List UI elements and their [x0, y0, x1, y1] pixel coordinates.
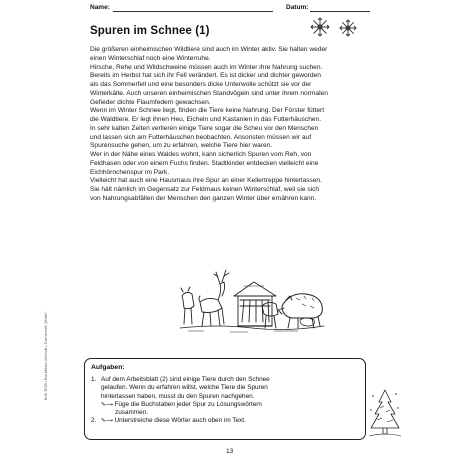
task-item [91, 417, 359, 425]
task-item [91, 401, 359, 417]
tree-illustration [368, 388, 402, 440]
date-field-line[interactable] [310, 11, 370, 12]
task-line: zusammen. [115, 409, 149, 417]
text-line: Wenn im Winter Schnee liegt, finden die Tiere keine Nahrung. Der Förster füttert [90, 107, 325, 115]
task-number [91, 401, 101, 417]
date-label: Datum: [286, 4, 309, 11]
text-line: In sehr kalten Zeiten verlieren einige Tiere sogar die Scheu vor den Menschen [90, 124, 319, 132]
text-line: Feldhasen oder von einem Fuchs finden. Stadtkinder entdecken vielleicht eine [90, 159, 319, 167]
body-text [90, 46, 390, 204]
text-line: Die größeren einheimischen Wildtiere sind auch im Winter aktiv. Sie halten weder [90, 46, 328, 53]
pencil-icon: ✎⟶ [101, 418, 113, 425]
text-line: Eichhörnchenspur im Park. [90, 168, 170, 176]
animals-illustration [178, 262, 326, 334]
task-line: Füge die Buchstaben jeder Spur zu Lösungswörtern [114, 400, 262, 408]
text-line: Vielleicht hat auch eine Hausmaus ihre Spur an einer Kellertreppe hinterlassen. [90, 177, 322, 185]
pencil-icon: ✎⟶ [101, 401, 113, 408]
tasks-title: Aufgaben: [91, 364, 125, 371]
text-line: und lassen sich am Futterhäuschen beobachten. Ansonsten müssen wir auf [90, 133, 312, 141]
task-line: Unterstreiche diese Wörter auch oben im Text. [114, 417, 246, 425]
text-line: von Nahrungsabfällen der Menschen den ganzen Winter über ernähren kann. [90, 194, 317, 202]
name-field-line[interactable] [113, 11, 273, 12]
text-line: als das Sommerfell und eine besonders dicke Unterwolle schützt sie vor der [90, 81, 312, 88]
text-line: die Waldtiere. Er legt ihnen Heu, Eicheln und Kastanien in das Futterhäuschen. [90, 116, 322, 123]
name-label: Name: [90, 4, 110, 11]
task-item [91, 376, 359, 401]
text-line: Sie hält nämlich im Gegensatz zur Feldmaus keinen Winterschlaf, weil sie sich [90, 186, 320, 193]
page-number: 13 [226, 448, 234, 455]
snowflake-icon [308, 15, 364, 39]
task-line: Auf dem Arbeitsblatt (2) sind einige Tiere durch den Schnee [101, 376, 270, 384]
text-line: Spurensuche gehen, um zu erfahren, welche Tiere hier waren. [90, 142, 273, 150]
task-number: 2. [91, 417, 97, 425]
task-line: hinterlassen haben, musst du den Spuren nachgehen. [101, 392, 255, 400]
text-line: Wer in der Nähe eines Waldes wohnt, kann sicherlich Spuren vom Reh, von [90, 151, 312, 158]
text-line: Hirsche, Rehe und Wildschweine müssen auch im Winter ihre Nahrung suchen. [90, 63, 323, 71]
publisher-note: BVK TK55 • Eva Mikisic-Schmidt • Themenheft „Winter" [44, 311, 48, 400]
task-line: gelaufen. Wenn du erfahren willst, welche Tiere die Spuren [101, 384, 268, 392]
text-line: einen Winterschlaf noch eine Winterruhe. [90, 54, 211, 62]
task-number: 1. [91, 376, 97, 384]
tasks-box [84, 358, 366, 440]
text-line: Gefieder dichte Flaumfedern gewachsen. [90, 98, 211, 106]
page-title: Spuren im Schnee (1) [90, 25, 210, 37]
text-line: Winterkälte. Auch unseren einheimischen Standvögeln sind unter ihrem normalen [90, 89, 328, 97]
text-line: Bereits im Herbst hat sich ihr Fell verändert. Es ist dicker und dichter geworden [90, 72, 321, 80]
